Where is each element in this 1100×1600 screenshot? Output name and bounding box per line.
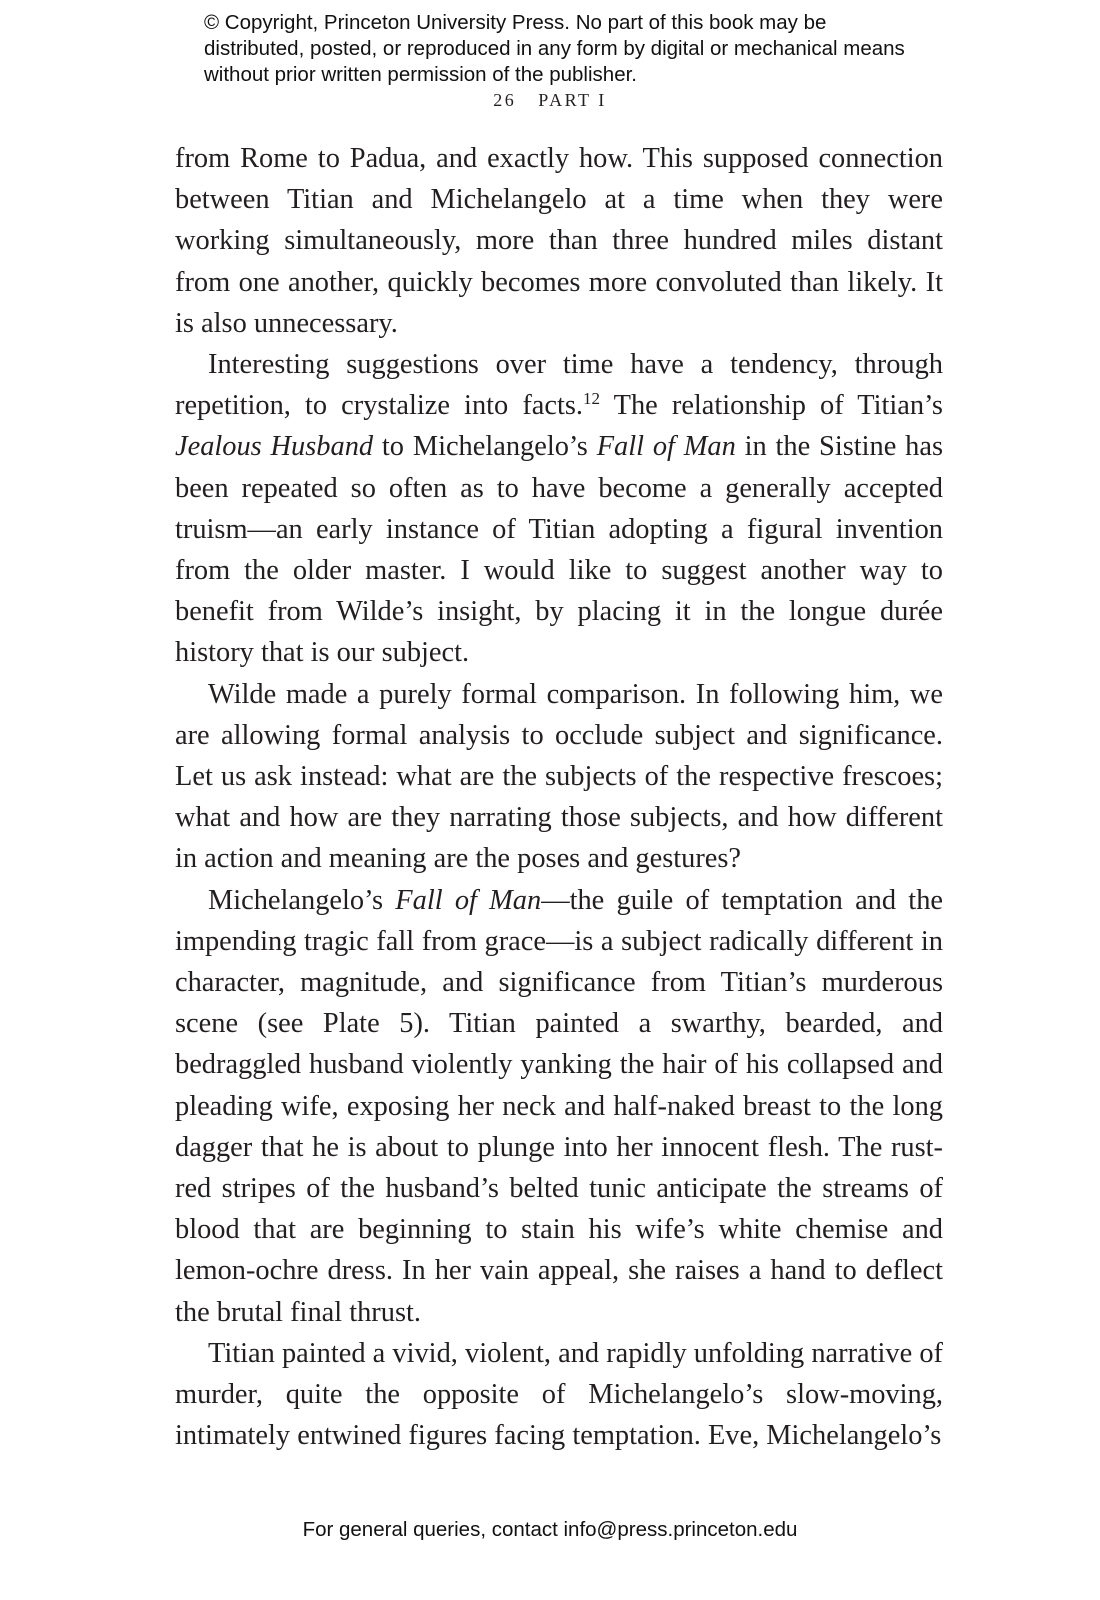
paragraph-text: to Michelangelo’s [373,431,597,463]
footnote-reference[interactable]: 12 [583,389,601,408]
artwork-title: Jealous Husband [175,431,374,463]
paragraph-3 [175,674,943,880]
paragraph-5 [175,1333,943,1457]
paragraph-text: Michelangelo’s [208,884,396,916]
paragraph-text: from Rome to Padua, and exactly how. This supposed connection between Titian and Michelangelo at a time when they were working simultaneously, more than three hundred miles distant from one another, quickly becomes more convoluted than likely. It is also unnecessary. [175,143,943,339]
page-number: 26 [493,90,517,110]
paragraph-text: Titian painted a vivid, violent, and rapidly unfolding narrative of murder, quite the opposite of Michelangelo’s slow-moving, intimately entwined figures facing temptation. Eve, Michelangelo’s [175,1337,943,1452]
artwork-title: Fall of Man [395,884,542,916]
copyright-notice: © Copyright, Princeton University Press. No part of this book may be distributed, posted, or reproduced in any form by digital or mechanical means without prior written permission of the publisher. [204,11,905,86]
body-text [175,138,943,1457]
paragraph-text: —the guile of temptation and the impending tragic fall from grace—is a subject radically different in character, magnitude, and significance from Titian’s murderous scene (see Plate 5). Titian painted a swarthy, bearded, and bedraggled husband violently yanking the hair of his collapsed and pleading wife, exposing her neck and half-naked breast to the long dagger that he is about to plunge into her innocent flesh. The rust-red stripes of the husband’s belted tunic anticipate the streams of blood that are beginning to stain his wife’s white chemise and lemon-ochre dress. In her vain appeal, she raises a hand to deflect the brutal final thrust. [175,884,943,1328]
paragraph-text: Wilde made a purely formal comparison. In following him, we are allowing formal analysis to occlude subject and significance. Let us ask instead: what are the subjects of the respective frescoes; what and how are they narrating those subjects, and how different in action and meaning are the poses and gestures? [175,678,943,875]
artwork-title: Fall of Man [596,431,736,463]
footer-contact: For general queries, contact info@press.princeton.edu [302,1518,798,1541]
paragraph-1 [175,138,943,344]
paragraph-text: in the Sistine has been repeated so often as to have become a generally accepted truism—an early instance of Titian adopting a figural invention from the older master. I would like to suggest another way to benefit from Wilde’s insight, by placing it in the longue durée history that is our subject. [175,431,943,669]
paragraph-4 [175,880,943,1333]
running-head [0,90,1100,111]
paragraph-2 [175,344,943,674]
paragraph-text: Interesting suggestions over time have a tendency, through repetition, to crystalize into facts. [175,349,943,422]
part-label: PART I [538,90,607,110]
paragraph-text: The relationship of Titian’s [600,390,943,422]
